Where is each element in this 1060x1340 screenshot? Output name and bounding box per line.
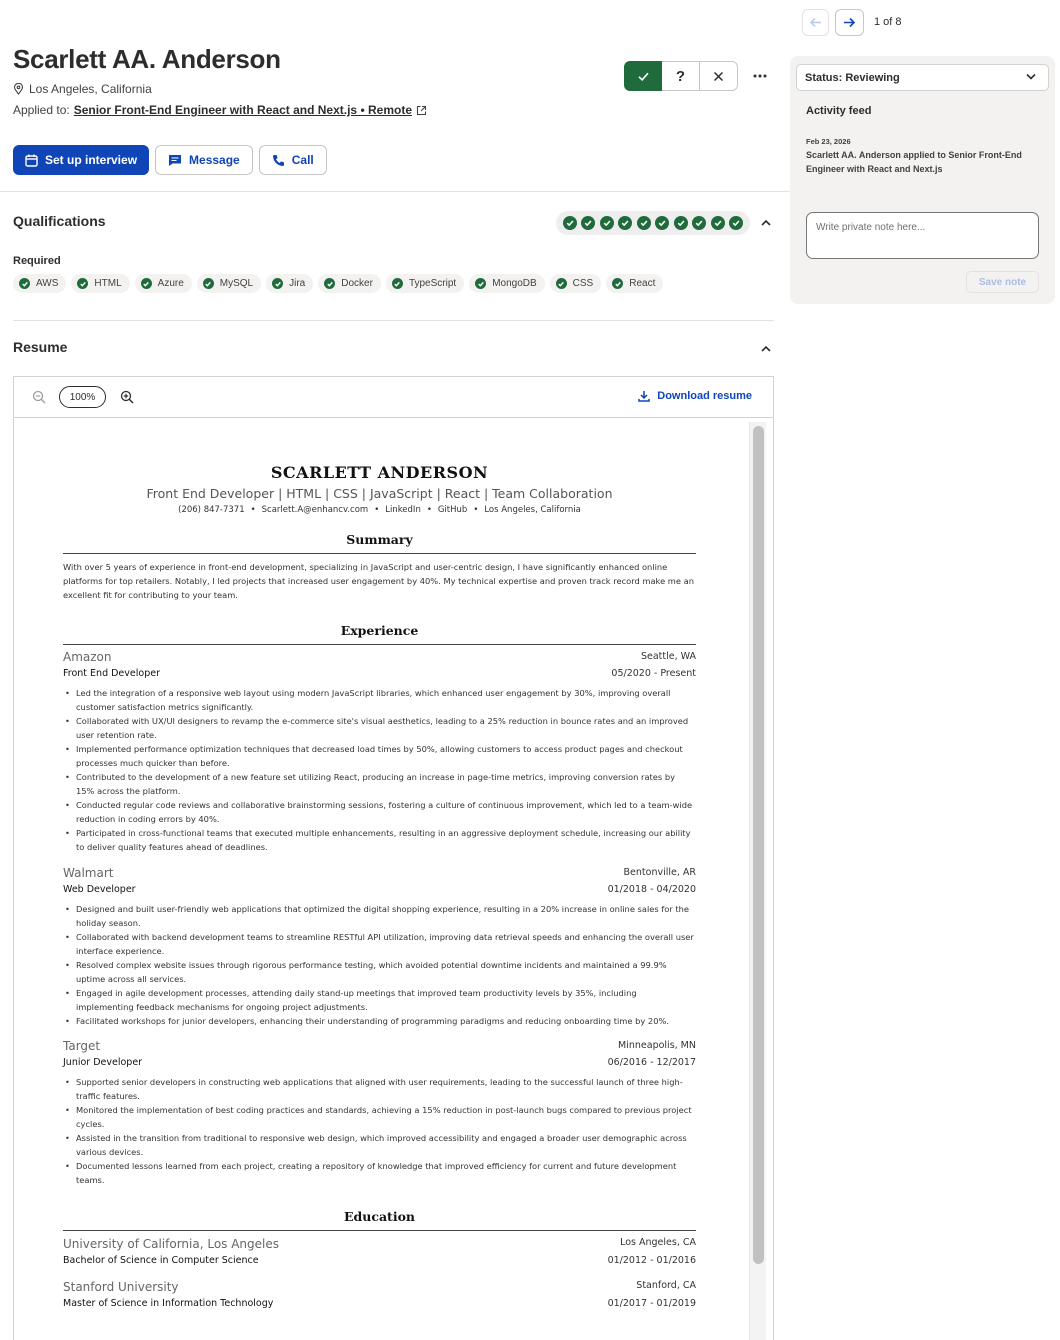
activity-feed-title: Activity feed [806, 105, 872, 117]
job-location: Seattle, WA [640, 651, 696, 662]
candidate-counter: 1 of 8 [874, 16, 902, 28]
bullet-item: • Implemented performance optimization techniques that decreased load times by 50%, allowing customers to access product pages and checkout processes much quicker than before. [63, 742, 696, 770]
zoom-out-icon [32, 390, 46, 404]
check-circle-icon [19, 278, 30, 289]
status-dropdown[interactable] [796, 64, 1049, 91]
degree: Master of Science in Information Technology [63, 1298, 274, 1309]
candidate-actions [13, 145, 327, 175]
decision-buttons [624, 61, 738, 91]
skill-chip [13, 274, 66, 293]
qualification-met-icon [674, 216, 688, 230]
resume-name: SCARLETT ANDERSON [270, 463, 489, 482]
company-name: Target [63, 1039, 101, 1053]
mark-no-button[interactable] [700, 61, 738, 91]
job-location: Remote [367, 103, 412, 117]
check-circle-icon [475, 278, 486, 289]
download-resume-button[interactable] [638, 390, 752, 402]
bullet-item: • Conducted regular code reviews and collaborative brainstorming sessions, fostering a culture of continuous improvement, which led to a team-wide reduction in coding errors by 40%. [63, 798, 696, 826]
skill-label: Docker [341, 278, 373, 289]
required-skills [13, 274, 663, 293]
job-role: Front End Developer [63, 668, 160, 679]
candidate-name: Scarlett AA. Anderson [13, 44, 281, 74]
calendar-icon [25, 154, 38, 167]
summary-heading: Summary [346, 532, 413, 547]
check-circle-icon [203, 278, 214, 289]
bullet-item: • Contributed to the development of a new feature set utilizing React, producing an increase in page-time metrics, improving conversion rates by 15% across the platform. [63, 770, 696, 798]
skill-chip [550, 274, 602, 293]
chevron-up-icon [761, 345, 771, 352]
phone-icon [272, 154, 285, 167]
arrow-left-icon [809, 17, 822, 28]
qualification-met-icon [581, 216, 595, 230]
job-dates: 06/2016 - 12/2017 [607, 1057, 696, 1068]
more-options-button[interactable] [748, 64, 772, 88]
school-name: University of California, Los Angeles [63, 1237, 280, 1251]
heading-rule [63, 1230, 696, 1231]
bullet-item: • Designed and built user-friendly web applications that optimized the digital shopping experience, resulting in a 20% increase in online sales for the holiday season. [63, 902, 696, 930]
heading-rule [63, 644, 696, 645]
candidate-location [13, 82, 152, 96]
activity-text: Scarlett AA. Anderson applied to Senior Front-End Engineer with React and Next.js [806, 150, 1022, 174]
zoom-out-button[interactable] [32, 390, 46, 409]
bullet-item: • Monitored the implementation of best coding practices and standards, achieving a 15% reduction in post-launch bugs compared to previous project cycles. [63, 1103, 696, 1131]
school-name: Stanford University [63, 1280, 179, 1294]
education-dates: 01/2017 - 01/2019 [607, 1298, 696, 1309]
arrow-right-icon [843, 17, 856, 28]
contact-separator: • [473, 505, 479, 515]
check-circle-icon [77, 278, 88, 289]
job-location: Bentonville, AR [623, 867, 696, 878]
bullet-item: • Engaged in agile development processes, attending daily stand-up meetings that improved team productivity levels by 35%, including implementing feedback mechanisms for ongoing project adjustments. [63, 986, 696, 1014]
message-button[interactable] [155, 145, 253, 175]
contact-separator: • [250, 505, 256, 515]
collapse-resume-button[interactable] [759, 341, 773, 355]
section-divider [0, 191, 790, 192]
download-icon [638, 390, 650, 402]
check-circle-icon [612, 278, 623, 289]
contact-item: Los Angeles, California [484, 505, 581, 515]
job-dates: 05/2020 - Present [611, 668, 696, 679]
collapse-qualifications-button[interactable] [759, 215, 773, 229]
chevron-down-icon [1026, 73, 1036, 80]
skill-label: HTML [94, 278, 122, 289]
resume-title: Resume [13, 339, 68, 355]
job-bullets [63, 1075, 696, 1187]
resume-toolbar [14, 377, 773, 418]
private-note-input[interactable] [806, 212, 1039, 259]
check-circle-icon [141, 278, 152, 289]
qualification-met-icon [692, 216, 706, 230]
skill-chip [606, 274, 663, 293]
resume-viewer [13, 376, 774, 1340]
previous-candidate-button[interactable] [802, 9, 829, 36]
location-pin-icon [13, 83, 24, 95]
degree: Bachelor of Science in Computer Science [63, 1255, 259, 1266]
zoom-in-icon [120, 390, 134, 404]
qualification-met-icon [600, 216, 614, 230]
contact-item: (206) 847-7371 [178, 505, 245, 515]
applied-to [13, 103, 427, 117]
education-dates: 01/2012 - 01/2016 [607, 1255, 696, 1266]
qualification-met-icon [618, 216, 632, 230]
contact-item: Scarlett.A@enhancv.com [261, 505, 369, 515]
bullet-item: • Supported senior developers in constructing web applications that aligned with user requirements, leading to the successful launch of three high-traffic features. [63, 1075, 696, 1103]
zoom-level[interactable]: 100% [59, 386, 106, 408]
job-role: Web Developer [63, 884, 136, 895]
required-label: Required [13, 255, 61, 267]
location-text: Los Angeles, California [29, 82, 152, 96]
call-button[interactable] [259, 145, 327, 175]
qualifications-title: Qualifications [13, 213, 106, 229]
save-note-button[interactable]: Save note [966, 271, 1039, 293]
contact-item: LinkedIn [385, 505, 421, 515]
call-label: Call [291, 153, 314, 167]
skill-label: TypeScript [408, 278, 457, 289]
job-dates: 01/2018 - 04/2020 [607, 884, 696, 895]
check-circle-icon [272, 278, 283, 289]
applied-prefix: Applied to: [13, 103, 70, 117]
activity-date: Feb 23, 2026 [806, 137, 851, 146]
check-circle-icon [392, 278, 403, 289]
message-label: Message [189, 153, 240, 167]
resume-headline: Front End Developer | HTML | CSS | JavaScript | React | Team Collaboration [146, 486, 613, 501]
bullet-item: • Facilitated workshops for junior developers, enhancing their understanding of programming paradigms and reducing onboarding time by 20%. [63, 1014, 696, 1028]
skill-label: React [629, 278, 656, 289]
heading-rule [63, 553, 696, 554]
job-separator: • [360, 103, 365, 117]
skill-chip [71, 274, 129, 293]
mark-yes-button[interactable] [624, 61, 662, 91]
section-divider [13, 320, 774, 321]
school-location: Los Angeles, CA [620, 1237, 696, 1248]
education-heading: Education [343, 1209, 415, 1224]
skill-label: CSS [572, 278, 594, 289]
skill-chip [197, 274, 261, 293]
external-link-icon[interactable] [416, 105, 427, 116]
check-icon [637, 70, 650, 83]
qualifications-summary [556, 211, 750, 235]
summary-text: With over 5 years of experience in front-end development, specializing in JavaScript and user-centric design, I have significantly enhanced online platforms for top retailers. Notably, I led projects that increased user engagement by 40%. My technical expertise and proven track record make me an excellent fit for contributing to your team. [63, 562, 694, 600]
zoom-in-button[interactable] [120, 390, 134, 409]
contact-separator: • [426, 505, 432, 515]
qualification-met-icon [729, 216, 743, 230]
bullet-item: • Documented lessons learned from each project, creating a repository of knowledge that improved efficiency for current and future development teams. [63, 1159, 696, 1187]
skill-chip [386, 274, 464, 293]
bullet-item: • Collaborated with UX/UI designers to revamp the e-commerce site's visual aesthetics, leading to a 25% reduction in bounce rates and an improved user retention rate. [63, 714, 696, 742]
check-circle-icon [556, 278, 567, 289]
job-location: Minneapolis, MN [618, 1040, 696, 1051]
qualification-met-icon [563, 216, 577, 230]
bullet-item: • Led the integration of a responsive web layout using modern JavaScript libraries, which enhanced user engagement by 30%, improving overall customer satisfaction metrics significantly. [63, 686, 696, 714]
status-value: Status: Reviewing [805, 71, 900, 84]
chevron-up-icon [761, 219, 771, 226]
resume-scroll-thumb[interactable] [753, 426, 764, 1264]
job-link[interactable] [74, 103, 412, 117]
next-candidate-button[interactable] [835, 9, 864, 36]
company-name: Walmart [63, 866, 114, 880]
resume-contact [63, 505, 696, 515]
bullet-item: • Resolved complex website issues through rigorous performance testing, which avoided potential downtime incidents and maintained a 99.9% uptime across all services. [63, 958, 696, 986]
mark-maybe-button[interactable]: ? [662, 61, 700, 91]
contact-separator: • [374, 505, 380, 515]
set-up-interview-button[interactable] [13, 145, 149, 175]
job-role: Junior Developer [63, 1057, 143, 1068]
status-panel [790, 56, 1055, 304]
download-resume-label: Download resume [657, 390, 752, 402]
bullet-item: • Participated in cross-functional teams that executed multiple enhancements, resulting in an aggressive deployment schedule, increasing our ability to deliver quality features ahead of deadlines. [63, 826, 696, 854]
skill-chip [318, 274, 381, 293]
qualification-met-icon [711, 216, 725, 230]
job-bullets [63, 902, 696, 1028]
skill-label: AWS [36, 278, 59, 289]
bullet-item: • Assisted in the transition from traditional to responsive web design, which improved accessibility and engaged a broader user demographic across various devices. [63, 1131, 696, 1159]
school-location: Stanford, CA [636, 1280, 696, 1291]
skill-label: Jira [289, 278, 306, 289]
check-circle-icon [324, 278, 335, 289]
skill-label: MySQL [219, 278, 254, 289]
job-title: Senior Front-End Engineer with React and Next.js [73, 103, 358, 117]
contact-item: GitHub [437, 505, 468, 515]
skill-label: MongoDB [492, 278, 537, 289]
skill-chip [266, 274, 313, 293]
skill-chip [469, 274, 544, 293]
qualification-met-icon [637, 216, 651, 230]
close-icon [713, 71, 724, 82]
bullet-item: • Collaborated with backend development teams to streamline RESTful API utilization, improving data retrieval speeds and enhancing the overall user interface experience. [63, 930, 696, 958]
experience-heading: Experience [340, 623, 419, 638]
job-bullets [63, 686, 696, 854]
more-dots-icon [753, 74, 767, 78]
company-name: Amazon [63, 650, 112, 664]
skill-label: Azure [157, 278, 184, 289]
resume-scrollbar[interactable] [749, 422, 766, 1340]
qualification-met-icon [655, 216, 669, 230]
set-up-interview-label: Set up interview [45, 153, 138, 167]
message-icon [168, 154, 182, 167]
skill-chip [135, 274, 192, 293]
